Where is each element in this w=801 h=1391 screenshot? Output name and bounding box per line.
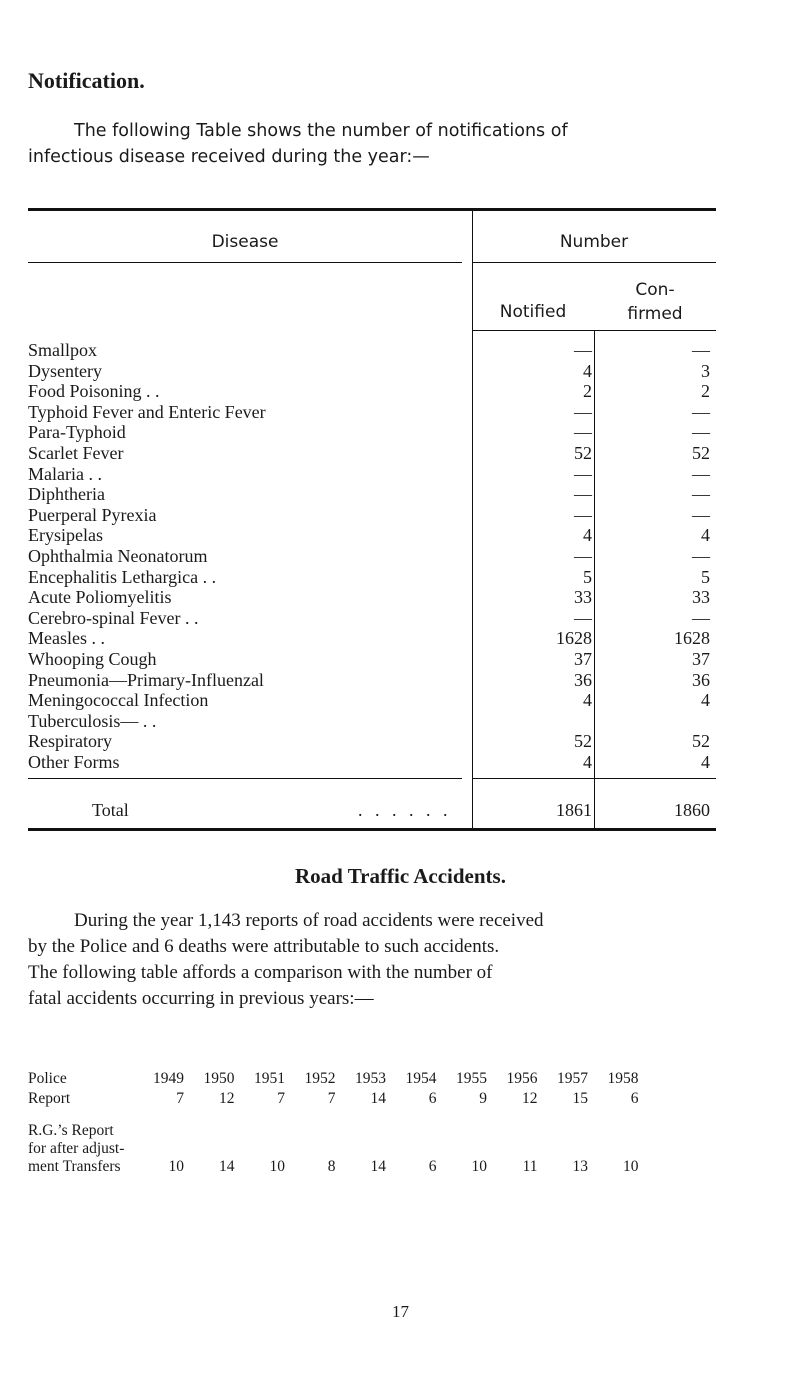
year-cell: 10 bbox=[168, 1158, 184, 1175]
table-row bbox=[28, 381, 716, 402]
notifications-table bbox=[28, 208, 716, 832]
notified-value: — bbox=[574, 463, 592, 484]
total-label: Total bbox=[92, 800, 129, 820]
year-cell: 12 bbox=[219, 1090, 235, 1107]
table-row bbox=[28, 567, 716, 588]
disease-name: Erysipelas bbox=[28, 525, 103, 546]
table-body bbox=[28, 340, 716, 772]
confirmed-value: — bbox=[692, 340, 710, 360]
table-row bbox=[28, 546, 716, 567]
road-accidents-title: Road Traffic Accidents. bbox=[295, 864, 506, 888]
page-number: 17 bbox=[392, 1302, 409, 1321]
confirmed-value: — bbox=[692, 422, 710, 443]
notified-value: — bbox=[574, 422, 592, 443]
year-header: 1950 bbox=[203, 1070, 235, 1087]
total-rule-left bbox=[28, 778, 462, 779]
disease-name: Respiratory bbox=[28, 731, 112, 752]
confirmed-value: — bbox=[692, 463, 710, 484]
page-heading: Notification. bbox=[28, 68, 145, 93]
year-cell: 13 bbox=[572, 1158, 588, 1175]
disease-name: Other Forms bbox=[28, 751, 120, 772]
notified-value: 52 bbox=[574, 442, 592, 463]
confirmed-value: 4 bbox=[701, 525, 710, 546]
disease-name: Puerperal Pyrexia bbox=[28, 504, 157, 525]
notified-value: — bbox=[574, 340, 592, 360]
row-label: Report bbox=[28, 1090, 71, 1107]
year-header: 1953 bbox=[355, 1070, 386, 1087]
confirmed-value: — bbox=[692, 607, 710, 628]
notified-value: — bbox=[574, 545, 592, 566]
table-row bbox=[28, 361, 716, 382]
notified-value: — bbox=[574, 504, 592, 525]
confirmed-value: 5 bbox=[701, 566, 710, 587]
year-header: 1958 bbox=[607, 1070, 639, 1087]
header-confirmed-line-1: Con- bbox=[635, 280, 675, 300]
disease-name: Food Poisoning . . bbox=[28, 381, 160, 402]
disease-name: Scarlet Fever bbox=[28, 442, 124, 463]
year-cell: 14 bbox=[219, 1158, 235, 1175]
disease-name: Pneumonia—Primary-Influenzal bbox=[28, 669, 264, 690]
year-cell: 14 bbox=[370, 1090, 386, 1107]
table-row bbox=[28, 340, 716, 361]
confirmed-value: 52 bbox=[692, 442, 710, 463]
total-confirmed: 1860 bbox=[674, 800, 710, 820]
para-line: During the year 1,143 reports of road accidents were received bbox=[74, 910, 544, 931]
notified-value: 33 bbox=[574, 587, 592, 608]
confirmed-value: 37 bbox=[692, 648, 710, 669]
year-cell: 7 bbox=[327, 1090, 336, 1107]
year-cell: 15 bbox=[572, 1090, 588, 1107]
table-row bbox=[28, 608, 716, 629]
year-cell: 9 bbox=[479, 1090, 487, 1107]
table-bottom-rule bbox=[28, 828, 716, 831]
para-line: fatal accidents occurring in previous years:— bbox=[28, 988, 374, 1009]
year-cell: 12 bbox=[522, 1090, 538, 1107]
number-header-rule bbox=[472, 262, 716, 263]
table-row bbox=[28, 402, 716, 423]
notified-value: 4 bbox=[583, 360, 592, 381]
table-row bbox=[28, 752, 716, 773]
header-notified: Notified bbox=[499, 302, 567, 322]
para-line: by the Police and 6 deaths were attributable to such accidents. bbox=[28, 936, 500, 957]
year-header: 1955 bbox=[456, 1070, 487, 1087]
year-header: 1956 bbox=[506, 1070, 538, 1087]
table-row bbox=[28, 649, 716, 670]
disease-name: Para-Typhoid bbox=[28, 422, 126, 443]
row-label: Police bbox=[28, 1070, 67, 1087]
table-top-rule bbox=[28, 208, 716, 211]
table-row bbox=[28, 670, 716, 691]
disease-header-rule bbox=[28, 262, 462, 263]
notified-value: 5 bbox=[583, 566, 592, 587]
year-cell: 7 bbox=[277, 1090, 285, 1107]
year-header: 1957 bbox=[557, 1070, 588, 1087]
year-cell: 6 bbox=[630, 1090, 639, 1107]
disease-name: Smallpox bbox=[28, 340, 98, 360]
header-confirmed-line-2: firmed bbox=[627, 304, 683, 324]
table-row bbox=[28, 525, 716, 546]
disease-name: Diphtheria bbox=[28, 484, 105, 505]
year-cell: 6 bbox=[428, 1090, 437, 1107]
table-row bbox=[28, 628, 716, 649]
notified-value: — bbox=[574, 484, 592, 505]
disease-name: Encephalitis Lethargica . . bbox=[28, 566, 217, 587]
year-table-row bbox=[28, 1122, 728, 1175]
confirmed-value: — bbox=[692, 545, 710, 566]
year-cell: 10 bbox=[269, 1158, 285, 1175]
notified-value: — bbox=[574, 401, 592, 422]
total-rule-right bbox=[472, 778, 716, 779]
notified-value: — bbox=[574, 607, 592, 628]
header-confirmed bbox=[594, 278, 716, 326]
disease-name: Measles . . bbox=[28, 628, 105, 649]
table-row bbox=[28, 422, 716, 443]
disease-name: Tuberculosis— . . bbox=[28, 710, 157, 731]
disease-name: Cerebro-spinal Fever . . bbox=[28, 607, 199, 628]
table-row bbox=[28, 443, 716, 464]
confirmed-value: 36 bbox=[692, 669, 710, 690]
disease-name: Whooping Cough bbox=[28, 648, 157, 669]
confirmed-value: — bbox=[692, 401, 710, 422]
year-cell: 11 bbox=[522, 1158, 538, 1175]
road-accidents-paragraph bbox=[28, 908, 718, 1012]
row-label: for after adjust- bbox=[28, 1140, 125, 1157]
year-header: 1952 bbox=[304, 1070, 336, 1087]
notified-value: 1628 bbox=[556, 628, 592, 649]
total-leader: . . . . . . bbox=[358, 800, 452, 820]
row-label: R.G.’s Report bbox=[28, 1122, 114, 1139]
year-cell: 8 bbox=[327, 1158, 336, 1175]
disease-name: Ophthalmia Neonatorum bbox=[28, 545, 208, 566]
notified-value: 4 bbox=[583, 525, 592, 546]
confirmed-value: 4 bbox=[701, 751, 710, 772]
disease-name: Malaria . . bbox=[28, 463, 102, 484]
confirmed-value: 4 bbox=[701, 690, 710, 711]
confirmed-value: 3 bbox=[701, 360, 710, 381]
para-line: The following table affords a comparison with the number of bbox=[28, 962, 493, 983]
intro-paragraph bbox=[28, 118, 764, 170]
disease-name: Acute Poliomyelitis bbox=[28, 587, 172, 608]
disease-name: Meningococcal Infection bbox=[28, 690, 209, 711]
confirmed-value: 33 bbox=[692, 587, 710, 608]
year-header: 1954 bbox=[405, 1070, 437, 1087]
confirmed-value: — bbox=[692, 504, 710, 525]
year-cell: 14 bbox=[370, 1158, 386, 1175]
intro-line-1: The following Table shows the number of notifications of bbox=[74, 121, 568, 141]
table-row bbox=[28, 464, 716, 485]
table-row bbox=[28, 587, 716, 608]
year-cell: 7 bbox=[176, 1090, 184, 1107]
notified-value: 37 bbox=[574, 648, 592, 669]
notified-value: 52 bbox=[574, 731, 592, 752]
notified-value: 4 bbox=[583, 751, 592, 772]
year-table-row bbox=[28, 1090, 728, 1110]
table-row bbox=[28, 711, 716, 732]
total-notified: 1861 bbox=[556, 800, 592, 820]
table-row bbox=[28, 484, 716, 505]
table-row bbox=[28, 731, 716, 752]
confirmed-value: 52 bbox=[692, 731, 710, 752]
year-header: 1951 bbox=[254, 1070, 285, 1087]
confirmed-value: 2 bbox=[701, 381, 710, 402]
year-cell: 10 bbox=[471, 1158, 487, 1175]
disease-name: Dysentery bbox=[28, 360, 102, 381]
notified-value: 4 bbox=[583, 690, 592, 711]
notified-value: 36 bbox=[574, 669, 592, 690]
header-number: Number bbox=[559, 232, 629, 252]
table-row bbox=[28, 505, 716, 526]
disease-name: Typhoid Fever and Enteric Fever bbox=[28, 401, 266, 422]
confirmed-value: — bbox=[692, 484, 710, 505]
intro-line-2: infectious disease received during the year:— bbox=[28, 147, 430, 167]
notified-value: 2 bbox=[583, 381, 592, 402]
row-label: ment Transfers bbox=[28, 1158, 121, 1175]
year-cell: 10 bbox=[623, 1158, 639, 1175]
year-header: 1949 bbox=[153, 1070, 184, 1087]
header-disease: Disease bbox=[211, 232, 279, 252]
year-cell: 6 bbox=[428, 1158, 437, 1175]
table-row bbox=[28, 690, 716, 711]
confirmed-value: 1628 bbox=[674, 628, 710, 649]
